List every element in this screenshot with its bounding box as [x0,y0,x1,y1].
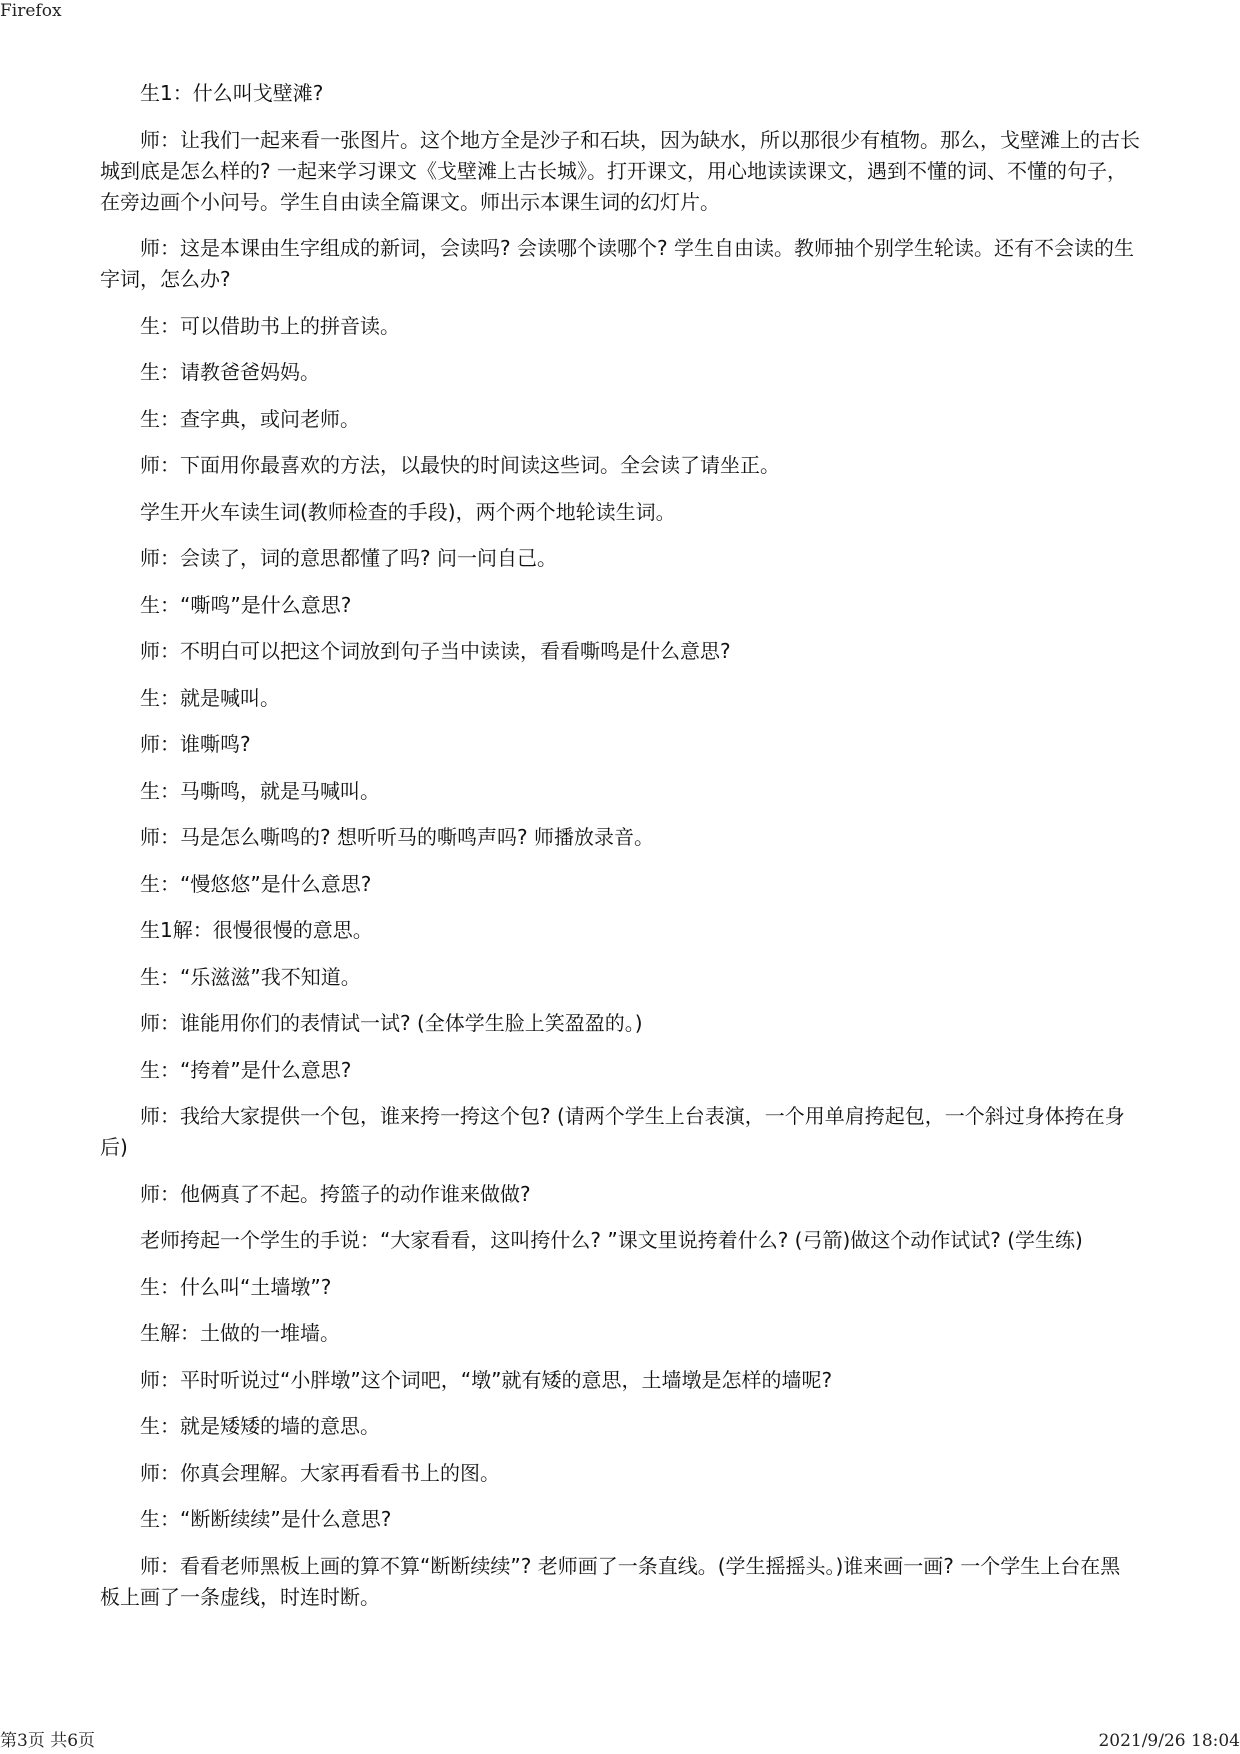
paragraph: 师：不明白可以把这个词放到句子当中读读，看看嘶鸣是什么意思? [140,639,731,663]
paragraph: 生：就是矮矮的墙的意思。 [140,1414,380,1438]
paragraph: 老师挎起一个学生的手说：“大家看看，这叫挎什么? ”课文里说挎着什么? (弓箭)做这个动作试试? (学生练) [140,1228,1083,1252]
paragraph: 生：“乐滋滋”我不知道。 [140,964,361,989]
paragraph: 师：马是怎么嘶鸣的? 想听听马的嘶鸣声吗? 师播放录音。 [140,825,654,849]
paragraph: 师：谁能用你们的表情试一试? (全体学生脸上笑盈盈的。) [140,1011,643,1035]
print-footer-page-info: 第3页 共6页 [0,1731,96,1751]
paragraph: 师：下面用你最喜欢的方法，以最快的时间读这些词。全会读了请坐正。 [140,453,780,477]
paragraph: 生：“断断续续”是什么意思? [140,1507,392,1531]
paragraph: 师：会读了，词的意思都懂了吗? 问一问自己。 [140,546,557,570]
paragraph: 生1：什么叫戈壁滩? [140,81,324,105]
paragraph: 生：马嘶鸣，就是马喊叫。 [140,778,380,803]
paragraph: 生解：土做的一堆墙。 [140,1321,340,1345]
paragraph: 生：就是喊叫。 [140,685,280,710]
paragraph: 师：看看老师黑板上画的算不算“断断续续”? 老师画了一条直线。(学生摇摇头。)谁来画一画? 一个学生上台在黑板上画了一条虚线，时连时断。 [100,1553,1121,1609]
paragraph: 师：这是本课由生字组成的新词，会读吗? 会读哪个读哪个? 学生自由读。教师抽个别学生轮读。还有不会读的生字词，怎么办? [100,236,1134,291]
paragraph: 生：可以借助书上的拼音读。 [140,313,400,338]
paragraph: 生：“挎着”是什么意思? [140,1057,352,1082]
print-footer-datetime: 2021/9/26 18:04 [1098,1731,1240,1751]
document-body [100,78,1140,1628]
paragraph: 学生开火车读生词(教师检查的手段)，两个两个地轮读生词。 [140,499,676,524]
paragraph: 生：“嘶鸣”是什么意思? [140,592,352,617]
paragraph: 师：我给大家提供一个包，谁来挎一挎这个包? (请两个学生上台表演，一个用单肩挎起包，一个斜过身体挎在身后) [100,1104,1125,1159]
print-header-browser-name: Firefox [0,1,62,21]
paragraph: 生：查字典，或问老师。 [140,406,360,431]
paragraph: 生：请教爸爸妈妈。 [140,360,320,384]
paragraph: 师：让我们一起来看一张图片。这个地方全是沙子和石块，因为缺水，所以那很少有植物。那么，戈壁滩上的古长城到底是怎么样的? 一起来学习课文《戈壁滩上古长城》。打开课文，用心地读读课文，遇到不懂的词、不懂的句子，在旁边画个小问号。学生自由读全篇课文。师出示本课生词的幻灯片。 [100,127,1140,214]
paragraph: 师：你真会理解。大家再看看书上的图。 [140,1460,500,1485]
paragraph: 生：“慢悠悠”是什么意思? [140,871,372,896]
paragraph: 生1解：很慢很慢的意思。 [140,918,373,942]
paragraph: 师：谁嘶鸣? [140,732,251,756]
paragraph: 生：什么叫“土墙墩”? [140,1274,332,1299]
paragraph: 师：平时听说过“小胖墩”这个词吧，“墩”就有矮的意思，土墙墩是怎样的墙呢? [140,1367,833,1392]
paragraph: 师：他俩真了不起。挎篮子的动作谁来做做? [140,1181,531,1206]
